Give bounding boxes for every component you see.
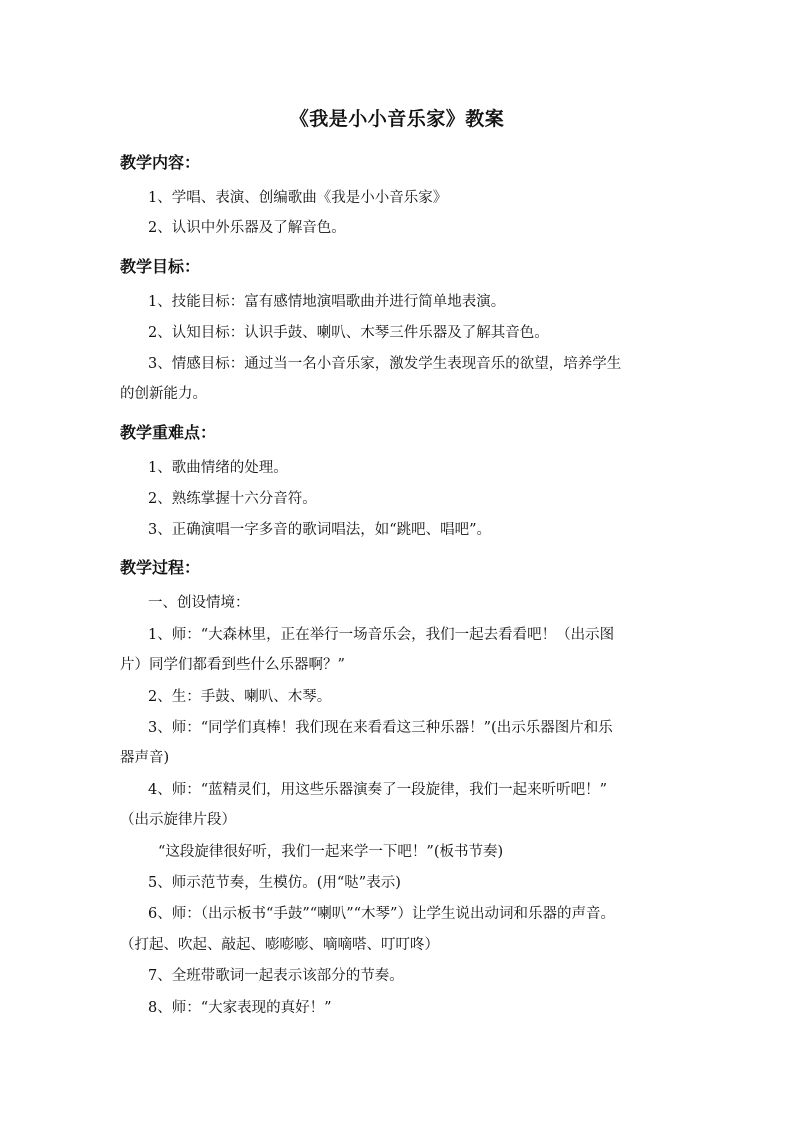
process-item-continuation: （出示旋律片段） — [120, 812, 236, 828]
goal-item: 3、情感目标：通过当一名小音乐家，激发学生表现音乐的欲望，培养学生 — [148, 356, 622, 372]
difficulty-item: 1、歌曲情绪的处理。 — [148, 460, 288, 476]
document-title: 《我是小小音乐家》教案 — [289, 108, 505, 130]
process-item: 一、创设情境： — [148, 595, 250, 611]
process-item-continuation: 器声音) — [120, 750, 170, 766]
process-item: 4、师：“蓝精灵们，用这些乐器演奏了一段旋律，我们一起来听听吧！” — [148, 782, 608, 798]
process-item: 2、生：手鼓、喇叭、木琴。 — [148, 689, 332, 705]
section-heading-process: 教学过程： — [120, 558, 201, 577]
process-item: 5、师示范节奏，生模仿。(用“哒”表示) — [148, 875, 401, 891]
process-item-continuation: （打起、吹起、敲起、嘭嘭嘭、嘀嘀嗒、叮叮咚） — [120, 937, 439, 953]
section-heading-goals: 教学目标： — [120, 257, 201, 276]
content-item: 2、认识中外乐器及了解音色。 — [148, 220, 346, 236]
section-heading-content: 教学内容： — [120, 153, 201, 172]
process-item: “这段旋律很好听，我们一起来学一下吧！”(板书节奏) — [158, 844, 504, 860]
section-heading-difficulties: 教学重难点： — [120, 423, 217, 442]
process-item: 3、师：“同学们真棒！我们现在来看看这三种乐器！”(出示乐器图片和乐 — [148, 720, 613, 736]
goal-item-continuation: 的创新能力。 — [120, 386, 207, 402]
process-item: 1、师：“大森林里，正在举行一场音乐会，我们一起去看看吧！（出示图 — [148, 627, 615, 643]
content-item: 1、学唱、表演、创编歌曲《我是小小音乐家》 — [148, 190, 448, 206]
process-item: 7、全班带歌词一起表示该部分的节奏。 — [148, 968, 404, 984]
difficulty-item: 2、熟练掌握十六分音符。 — [148, 491, 317, 507]
process-item: 6、师：（出示板书“手鼓”“喇叭”“木琴”）让学生说出动词和乐器的声音。 — [148, 906, 615, 922]
difficulty-item: 3、正确演唱一字多音的歌词唱法，如“跳吧、唱吧”。 — [148, 522, 492, 538]
goal-item: 1、技能目标：富有感情地演唱歌曲并进行简单地表演。 — [148, 294, 506, 310]
goal-item: 2、认知目标：认识手鼓、喇叭、木琴三件乐器及了解其音色。 — [148, 325, 549, 341]
process-item-continuation: 片）同学们都看到些什么乐器啊？” — [120, 657, 345, 673]
process-item: 8、师：“大家表现的真好！” — [148, 1000, 332, 1016]
